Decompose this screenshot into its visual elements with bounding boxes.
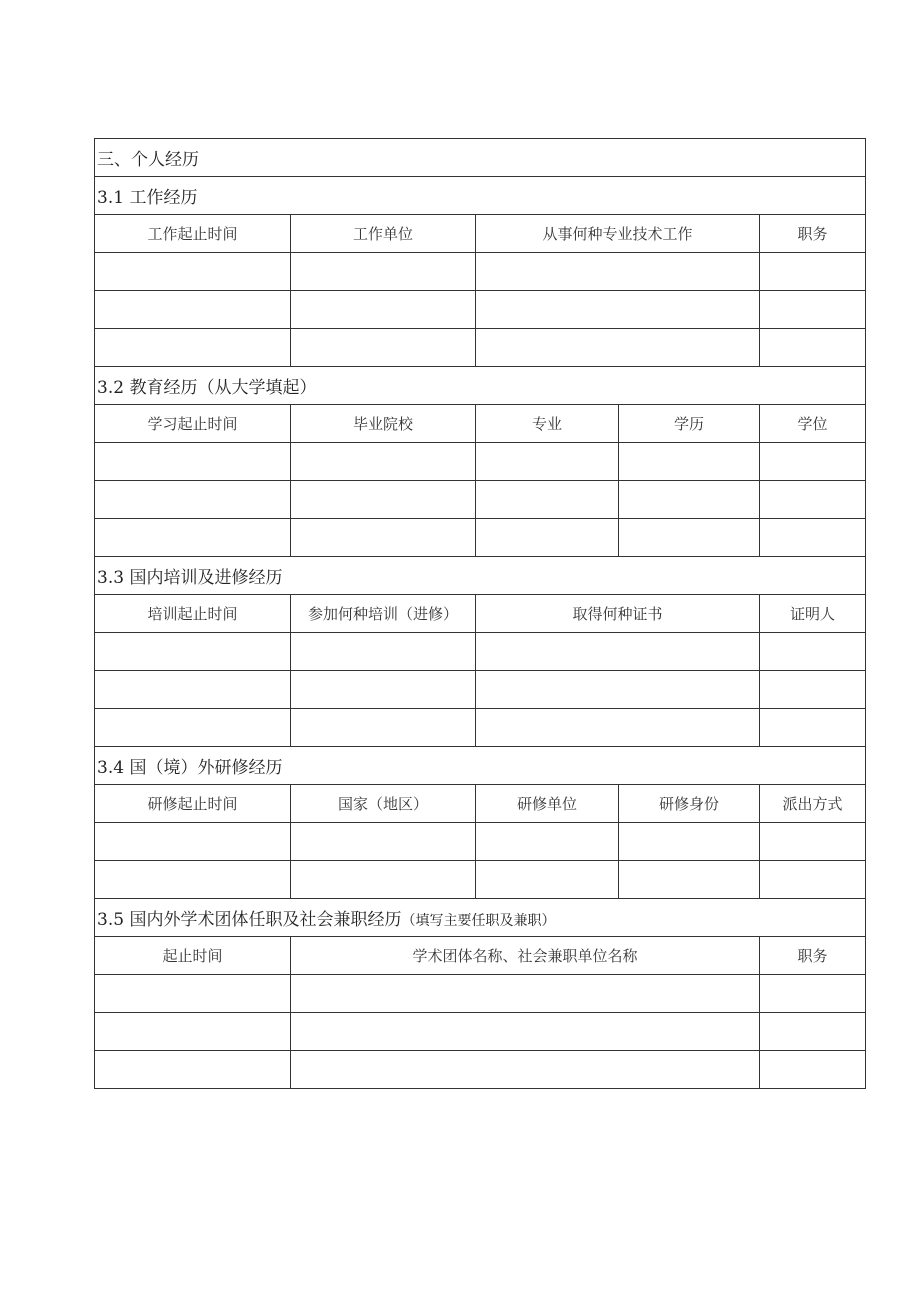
- table-row: [95, 1013, 866, 1051]
- training-header-period: 培训起止时间: [95, 595, 291, 633]
- training-cell-type[interactable]: [291, 709, 476, 747]
- table-row: [95, 709, 866, 747]
- academic-header-period: 起止时间: [95, 937, 291, 975]
- overseas-cell-period[interactable]: [95, 823, 291, 861]
- work-cell-position[interactable]: [760, 291, 866, 329]
- education-header-row: [95, 405, 866, 443]
- overseas-cell-role[interactable]: [619, 823, 760, 861]
- table-row: [95, 1051, 866, 1089]
- overseas-cell-dispatch[interactable]: [760, 823, 866, 861]
- training-header-row: [95, 595, 866, 633]
- work-cell-position[interactable]: [760, 329, 866, 367]
- training-cell-period[interactable]: [95, 633, 291, 671]
- education-cell-level[interactable]: [619, 519, 760, 557]
- main-section-title: 三、个人经历: [95, 139, 866, 177]
- training-section-row: [95, 557, 866, 595]
- overseas-cell-institution[interactable]: [476, 823, 619, 861]
- overseas-section-row: [95, 747, 866, 785]
- education-cell-major[interactable]: [476, 481, 619, 519]
- education-header-period: 学习起止时间: [95, 405, 291, 443]
- education-header-major: 专业: [476, 405, 619, 443]
- academic-cell-organization[interactable]: [291, 1013, 760, 1051]
- training-cell-type[interactable]: [291, 633, 476, 671]
- table-row: [95, 823, 866, 861]
- work-cell-specialty[interactable]: [476, 329, 760, 367]
- overseas-header-row: [95, 785, 866, 823]
- education-header-level: 学历: [619, 405, 760, 443]
- academic-cell-position[interactable]: [760, 975, 866, 1013]
- work-section-title: 3.1 工作经历: [95, 177, 866, 215]
- training-header-certificate: 取得何种证书: [476, 595, 760, 633]
- work-cell-period[interactable]: [95, 253, 291, 291]
- overseas-cell-period[interactable]: [95, 861, 291, 899]
- work-cell-specialty[interactable]: [476, 253, 760, 291]
- overseas-header-role: 研修身份: [619, 785, 760, 823]
- education-header-degree: 学位: [760, 405, 866, 443]
- academic-header-organization: 学术团体名称、社会兼职单位名称: [291, 937, 760, 975]
- academic-cell-position[interactable]: [760, 1051, 866, 1089]
- academic-cell-period[interactable]: [95, 975, 291, 1013]
- academic-cell-organization[interactable]: [291, 975, 760, 1013]
- education-cell-degree[interactable]: [760, 519, 866, 557]
- training-cell-type[interactable]: [291, 671, 476, 709]
- training-cell-certificate[interactable]: [476, 633, 760, 671]
- table-row: [95, 291, 866, 329]
- work-cell-specialty[interactable]: [476, 291, 760, 329]
- education-cell-school[interactable]: [291, 481, 476, 519]
- overseas-cell-institution[interactable]: [476, 861, 619, 899]
- work-header-specialty: 从事何种专业技术工作: [476, 215, 760, 253]
- overseas-cell-country[interactable]: [291, 823, 476, 861]
- training-header-witness: 证明人: [760, 595, 866, 633]
- training-section-title: 3.3 国内培训及进修经历: [95, 557, 866, 595]
- education-section-title: 3.2 教育经历（从大学填起）: [95, 367, 866, 405]
- table-row: [95, 975, 866, 1013]
- work-cell-employer[interactable]: [291, 253, 476, 291]
- training-header-type: 参加何种培训（进修）: [291, 595, 476, 633]
- table-row: [95, 633, 866, 671]
- work-cell-employer[interactable]: [291, 329, 476, 367]
- academic-section-title-text: 3.5 国内外学术团体任职及社会兼职经历: [97, 910, 402, 930]
- education-header-school: 毕业院校: [291, 405, 476, 443]
- overseas-cell-country[interactable]: [291, 861, 476, 899]
- work-cell-period[interactable]: [95, 329, 291, 367]
- academic-header-position: 职务: [760, 937, 866, 975]
- work-cell-period[interactable]: [95, 291, 291, 329]
- academic-cell-organization[interactable]: [291, 1051, 760, 1089]
- education-cell-school[interactable]: [291, 443, 476, 481]
- training-cell-witness[interactable]: [760, 633, 866, 671]
- main-title-row: [95, 139, 866, 177]
- education-cell-school[interactable]: [291, 519, 476, 557]
- work-cell-employer[interactable]: [291, 291, 476, 329]
- work-section-row: [95, 177, 866, 215]
- education-section-row: [95, 367, 866, 405]
- education-cell-level[interactable]: [619, 481, 760, 519]
- table-row: [95, 481, 866, 519]
- training-cell-witness[interactable]: [760, 709, 866, 747]
- overseas-cell-role[interactable]: [619, 861, 760, 899]
- work-cell-position[interactable]: [760, 253, 866, 291]
- work-header-employer: 工作单位: [291, 215, 476, 253]
- training-cell-certificate[interactable]: [476, 709, 760, 747]
- work-header-period: 工作起止时间: [95, 215, 291, 253]
- academic-section-title: [95, 899, 866, 937]
- table-row: [95, 519, 866, 557]
- table-row: [95, 443, 866, 481]
- work-header-row: [95, 215, 866, 253]
- overseas-header-period: 研修起止时间: [95, 785, 291, 823]
- education-cell-period[interactable]: [95, 519, 291, 557]
- academic-header-row: [95, 937, 866, 975]
- education-cell-level[interactable]: [619, 443, 760, 481]
- academic-cell-period[interactable]: [95, 1013, 291, 1051]
- personal-history-form: [94, 138, 866, 1089]
- training-cell-period[interactable]: [95, 709, 291, 747]
- academic-cell-position[interactable]: [760, 1013, 866, 1051]
- training-cell-certificate[interactable]: [476, 671, 760, 709]
- education-cell-degree[interactable]: [760, 443, 866, 481]
- overseas-header-institution: 研修单位: [476, 785, 619, 823]
- training-cell-period[interactable]: [95, 671, 291, 709]
- table-row: [95, 671, 866, 709]
- overseas-header-dispatch: 派出方式: [760, 785, 866, 823]
- table-row: [95, 253, 866, 291]
- table-row: [95, 329, 866, 367]
- academic-cell-period[interactable]: [95, 1051, 291, 1089]
- education-cell-major[interactable]: [476, 519, 619, 557]
- work-header-position: 职务: [760, 215, 866, 253]
- education-cell-period[interactable]: [95, 481, 291, 519]
- education-cell-degree[interactable]: [760, 481, 866, 519]
- overseas-cell-dispatch[interactable]: [760, 861, 866, 899]
- education-cell-period[interactable]: [95, 443, 291, 481]
- academic-section-row: [95, 899, 866, 937]
- overseas-header-country: 国家（地区）: [291, 785, 476, 823]
- education-cell-major[interactable]: [476, 443, 619, 481]
- table-row: [95, 861, 866, 899]
- academic-section-note: （填写主要任职及兼职）: [401, 913, 556, 929]
- overseas-section-title: 3.4 国（境）外研修经历: [95, 747, 866, 785]
- training-cell-witness[interactable]: [760, 671, 866, 709]
